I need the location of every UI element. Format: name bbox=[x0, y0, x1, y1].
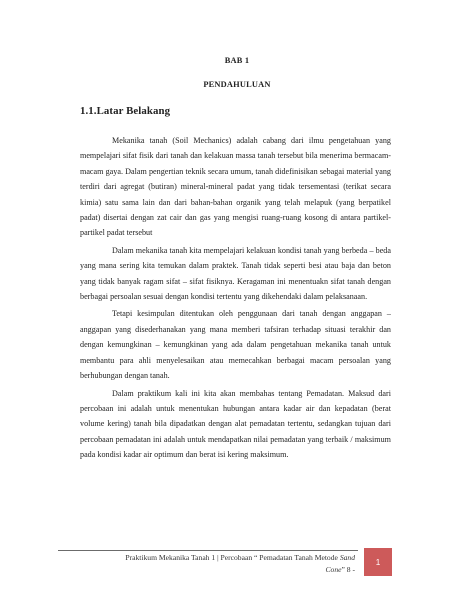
chapter-label: BAB 1 bbox=[224, 56, 250, 65]
page-number: 1 bbox=[375, 557, 381, 567]
chapter-title: PENDAHULUAN bbox=[203, 80, 271, 89]
page-number-badge bbox=[364, 548, 392, 576]
paragraph: Mekanika tanah (Soil Mechanics) adalah cabang dari ilmu pengetahuan yang mempelajari sifat fisik dari tanah dan kelakuan massa tanah tersebut bila menerima bermacam-macam gaya. Dalam pengertian teknik secara umum, tanah didefinisikan sebagai material yang terdiri dari agregat (butiran) mineral-mineral padat yang tidak tersementasi (terikat secara kimia) satu sama lain dan dari bahan-bahan organik yang telah melapuk (yang berpatikel padat) disertai dengan zat cair dan gas yang mengisi ruang-ruang kosong di antara partikel-partikel padat tersebut bbox=[80, 136, 391, 238]
footer-italic-sand: Sand bbox=[339, 553, 355, 562]
paragraph: Tetapi kesimpulan ditentukan oleh penggunaan dari tanah dengan anggapan – anggapan yang disederhanakan yang mana memberi tafsiran terhadap situasi terakhir dan dengan kemungkinan – kemungkinan yang ada dalam pengetahuan mekanika tanah untuk membantu para ahli menyelesaikan atau memecahkan berbagai macam persoalan yang berhubungan dengan tanah. bbox=[80, 309, 391, 381]
paragraph: Dalam mekanika tanah kita mempelajari kelakuan kondisi tanah yang berbeda – beda yang mana sering kita temukan dalam praktek. Tanah tidak seperti besi atau baja dan beton yang tidak banyak ragam sifat – sifat fisiknya. Keragaman ini menentuakn sifat tanah dengan berbagai persoalan sesuai dengan kondisi tertentu yang dikehendaki dalam pelaksanaan. bbox=[80, 245, 391, 302]
footer-suffix: ” 8 - bbox=[341, 565, 355, 574]
footer-italic-cone: Cone bbox=[325, 565, 342, 574]
footer-divider bbox=[58, 550, 358, 551]
paragraph: Dalam praktikum kali ini kita akan membahas tentang Pemadatan. Maksud dari percobaan ini adalah untuk menentukan hubungan antara kadar air dan kepadatan (berat volume kering) tanah bila dipadatkan dengan alat pemadatan tertentu, sedangkan tujuan dari percobaan pemadatan ini adalah untuk mendapatkan nilai pemadatan yang terbaik / maksimum pada kondisi kadar air optimum dan berat isi kering maksimum. bbox=[80, 388, 391, 460]
footer-text bbox=[58, 552, 355, 576]
footer-prefix: Praktikum Mekanika Tanah 1 | Percobaan “ Pemadatan Tanah Metode bbox=[125, 553, 340, 562]
body-text bbox=[80, 133, 391, 463]
section-title: 1.1.Latar Belakang bbox=[80, 105, 171, 117]
